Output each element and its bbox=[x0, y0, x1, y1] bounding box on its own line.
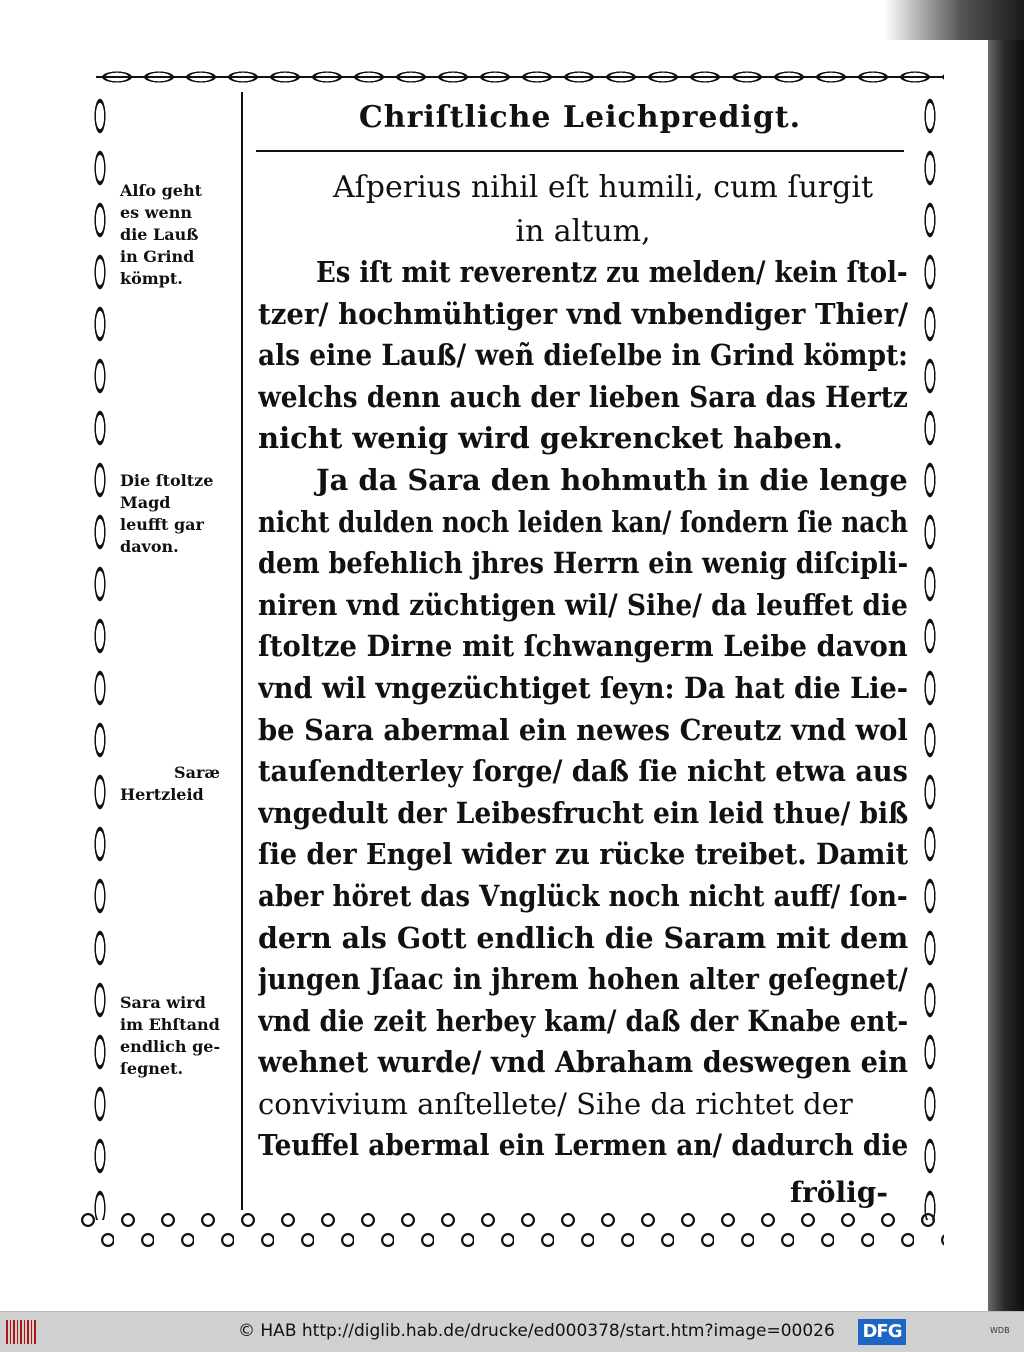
margin-note-line: in Grind bbox=[120, 247, 195, 266]
margin-note-line: im Ehſtand bbox=[120, 1015, 220, 1034]
body-line: tauſendterley ſorge/ daß ſie nicht etwa aus bbox=[258, 754, 908, 789]
body-line: Es iſt mit reverentz zu melden/ kein ſtol- bbox=[316, 255, 908, 289]
body-line: dem befehlich jhres Herrn ein wenig diſcipli- bbox=[258, 546, 908, 581]
margin-note-2 bbox=[120, 470, 238, 558]
body-line: ſie der Engel wider zu rücke treibet. Damit bbox=[258, 837, 908, 872]
body-line: jungen Jſaac in jhrem hohen alter geſegnet/ bbox=[258, 962, 908, 997]
body-line: convivium anſtellete/ Sihe da richtet der bbox=[258, 1086, 853, 1121]
ornamental-border-bottom bbox=[74, 1210, 944, 1252]
wdb-mark: WDB bbox=[990, 1326, 1010, 1335]
latin-verse-line: Aſperius nihil eſt humili, cum ſurgit bbox=[333, 170, 873, 205]
header-rule bbox=[256, 150, 904, 152]
ornamental-border-right bbox=[918, 90, 942, 1220]
margin-note-line: leufft gar bbox=[120, 515, 204, 534]
margin-note-1 bbox=[120, 180, 238, 290]
body-line: Ja da Sara den hohmuth in die lenge bbox=[316, 462, 908, 497]
body-line: dern als Gott endlich die Saram mit dem bbox=[258, 920, 908, 955]
margin-note-line: es wenn bbox=[120, 203, 192, 222]
barcode-icon bbox=[6, 1320, 36, 1344]
margin-note-3 bbox=[120, 762, 220, 806]
ornamental-border-top bbox=[96, 66, 944, 88]
body-line: als eine Lauß/ weñ dieſelbe in Grind kömpt: bbox=[258, 338, 908, 373]
margin-note-line: ſegnet. bbox=[120, 1059, 184, 1078]
margin-note-line: kömpt. bbox=[120, 269, 183, 288]
margin-note-line: die Lauß bbox=[120, 225, 199, 244]
scan-shadow-top bbox=[884, 0, 1024, 40]
margin-note-line: endlich ge- bbox=[120, 1037, 221, 1056]
footer-bar bbox=[0, 1311, 1024, 1352]
margin-divider bbox=[241, 92, 243, 1210]
body-line: vnd wil vngezüchtiget ſeyn: Da hat die Lie- bbox=[258, 670, 908, 705]
margin-note-line: Sara wird bbox=[120, 993, 206, 1012]
body-line: welchs denn auch der lieben Sara das Hertz bbox=[258, 379, 908, 414]
margin-note-line: Saræ bbox=[174, 763, 220, 782]
catchword: frölig- bbox=[790, 1176, 888, 1209]
body-line: niren vnd züchtigen wil/ Sihe/ da leuffet die bbox=[258, 587, 908, 622]
margin-note-line: Hertzleid bbox=[120, 785, 204, 804]
body-line: Teuffel abermal ein Lermen an/ dadurch die bbox=[258, 1128, 908, 1163]
margin-note-line: Die ſtoltze bbox=[120, 471, 214, 490]
margin-note-line: davon. bbox=[120, 537, 179, 556]
ornamental-border-left bbox=[88, 90, 112, 1220]
body-line: vnd die zeit herbey kam/ daß der Knabe ent- bbox=[258, 1003, 908, 1038]
margin-note-line: Magd bbox=[120, 493, 171, 512]
latin-verse-line: in altum, bbox=[515, 214, 651, 249]
body-line: aber höret das Vnglück noch nicht auff/ ſon- bbox=[258, 878, 908, 913]
body-line: wehnet wurde/ vnd Abraham deswegen ein bbox=[258, 1045, 908, 1080]
margin-note-line: Alſo geht bbox=[120, 181, 203, 200]
body-line: ſtoltze Dirne mit ſchwangerm Leibe davon bbox=[258, 629, 908, 664]
margin-note-4 bbox=[120, 992, 238, 1080]
body-text bbox=[258, 252, 908, 1167]
body-line: tzer/ hochmühtiger vnd vnbendiger Thier/ bbox=[258, 296, 908, 331]
body-line: vngedult der Leibesfrucht ein leid thue/ biß bbox=[258, 795, 908, 830]
body-line: nicht dulden noch leiden kan/ ſondern ſie nach bbox=[258, 504, 908, 539]
body-line: be Sara abermal ein newes Creutz vnd wol bbox=[258, 712, 908, 747]
page-title: Chriſtliche Leichpredigt. bbox=[358, 100, 802, 135]
latin-verse bbox=[258, 166, 908, 254]
body-line: nicht wenig wird gekrencket haben. bbox=[258, 421, 843, 456]
dfg-logo[interactable]: DFG bbox=[858, 1319, 906, 1345]
footer-url[interactable]: © HAB http://diglib.hab.de/drucke/ed000378/start.htm?image=00026 bbox=[238, 1321, 835, 1341]
scan-shadow-edge bbox=[988, 0, 1024, 1311]
